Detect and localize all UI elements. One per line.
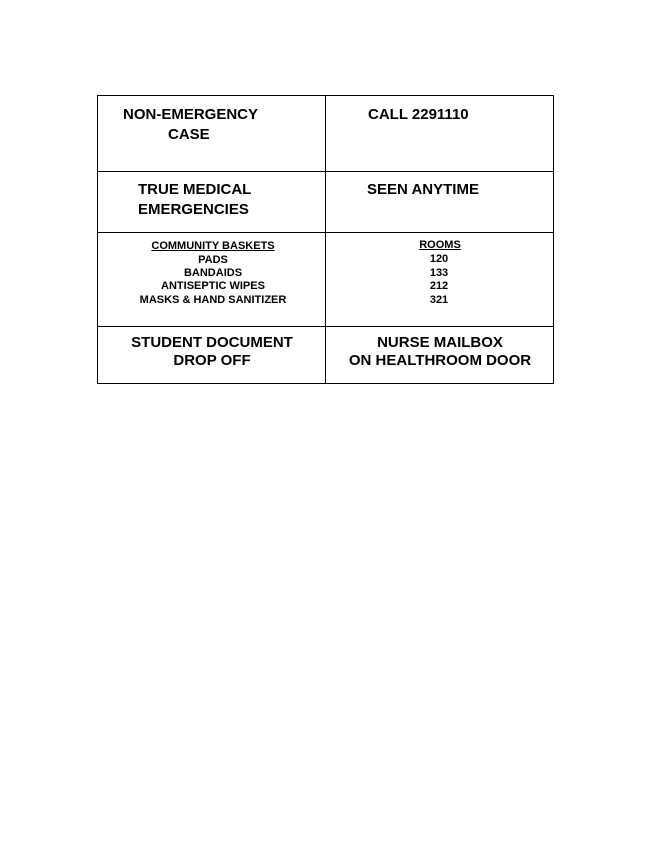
true-medical-label: TRUE MEDICAL (138, 181, 252, 198)
basket-item: PADS (198, 254, 228, 266)
basket-item: BANDAIDS (183, 267, 243, 279)
basket-item: ANTISEPTIC WIPES (161, 280, 265, 292)
non-emergency-label-line2: CASE (168, 126, 210, 143)
room-number: 120 (429, 253, 449, 265)
non-emergency-label: NON-EMERGENCY (123, 106, 259, 123)
student-document-label-line2: DROP OFF (173, 352, 251, 369)
true-medical-label-line2: EMERGENCIES (138, 201, 249, 218)
room-number: 321 (429, 294, 449, 306)
column-divider (325, 96, 326, 383)
seen-anytime-text: SEEN ANYTIME (367, 181, 479, 198)
row-divider (98, 326, 553, 327)
row-divider (98, 171, 553, 172)
room-number: 133 (429, 267, 449, 279)
nurse-mailbox-text: NURSE MAILBOX (377, 334, 503, 351)
student-document-label: STUDENT DOCUMENT (131, 334, 293, 351)
call-number: CALL 2291110 (368, 106, 469, 123)
nurse-mailbox-text-line2: ON HEALTHROOM DOOR (348, 352, 532, 369)
basket-item: MASKS & HAND SANITIZER (139, 294, 287, 306)
community-baskets-heading: COMMUNITY BASKETS (151, 240, 275, 252)
room-number: 212 (429, 280, 449, 292)
rooms-heading: ROOMS (419, 239, 461, 251)
row-divider (98, 232, 553, 233)
info-table (97, 95, 554, 384)
